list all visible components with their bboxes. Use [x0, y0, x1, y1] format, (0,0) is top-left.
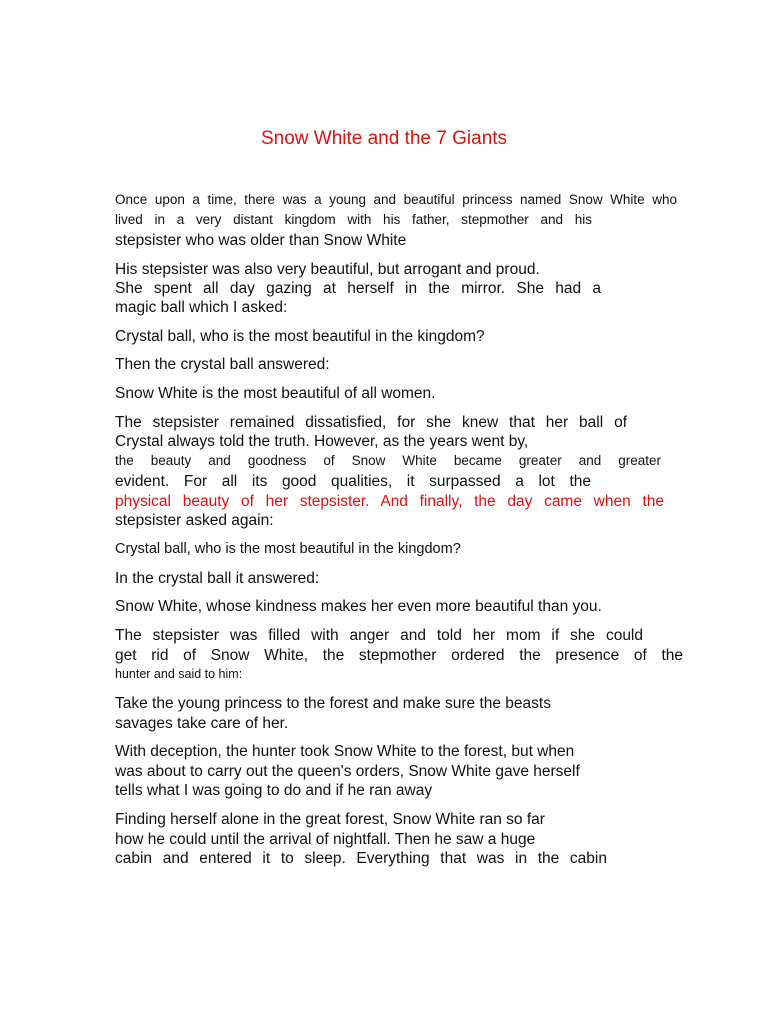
text-line: Then the crystal ball answered:: [115, 356, 330, 373]
text-line: Crystal ball, who is the most beautiful in the kingdom?: [115, 541, 461, 557]
text-line: Crystal always told the truth. However, as the years went by,: [115, 433, 529, 450]
text-line: The stepsister was filled with anger and told her mom if she could: [115, 627, 643, 644]
text-line: evident. For all its good qualities, it surpassed a lot the: [115, 473, 591, 490]
text-line: Finding herself alone in the great forest, Snow White ran so far: [115, 811, 545, 828]
text-line: lived in a very distant kingdom with his father, stepmother and his: [115, 212, 592, 227]
text-line: stepsister who was older than Snow White: [115, 232, 407, 249]
text-line: With deception, the hunter took Snow White to the forest, but when: [115, 743, 575, 760]
text-line: cabin and entered it to sleep. Everything that was in the cabin: [115, 850, 607, 867]
text-line: Once upon a time, there was a young and beautiful princess named Snow White who: [115, 192, 677, 207]
text-line: savages take care of her.: [115, 715, 289, 732]
text-line: She spent all day gazing at herself in the mirror. She had a: [115, 280, 601, 297]
text-line: Crystal ball, who is the most beautiful in the kingdom?: [115, 328, 485, 345]
text-line: how he could until the arrival of nightfall. Then he saw a huge: [115, 831, 536, 848]
text-line: Snow White is the most beautiful of all women.: [115, 385, 436, 402]
document-title: Snow White and the 7 Giants: [260, 128, 508, 149]
text-line: Take the young princess to the forest and make sure the beasts: [115, 695, 551, 712]
text-line: stepsister asked again:: [115, 512, 274, 529]
text-line: get rid of Snow White, the stepmother ordered the presence of the: [115, 647, 683, 664]
text-line: tells what I was going to do and if he ran away: [115, 782, 433, 799]
text-line: His stepsister was also very beautiful, but arrogant and proud.: [115, 261, 540, 278]
text-line: In the crystal ball it answered:: [115, 570, 320, 587]
text-line: hunter and said to him:: [115, 667, 243, 681]
text-line: magic ball which I asked:: [115, 299, 288, 316]
text-line: The stepsister remained dissatisfied, for she knew that her ball of: [115, 414, 627, 431]
text-line: the beauty and goodness of Snow White became greater and greater: [115, 453, 661, 468]
highlighted-text-line: physical beauty of her stepsister. And finally, the day came when the: [115, 493, 664, 510]
text-line: was about to carry out the queen's orders, Snow White gave herself: [115, 763, 580, 780]
text-line: Snow White, whose kindness makes her even more beautiful than you.: [115, 598, 602, 615]
